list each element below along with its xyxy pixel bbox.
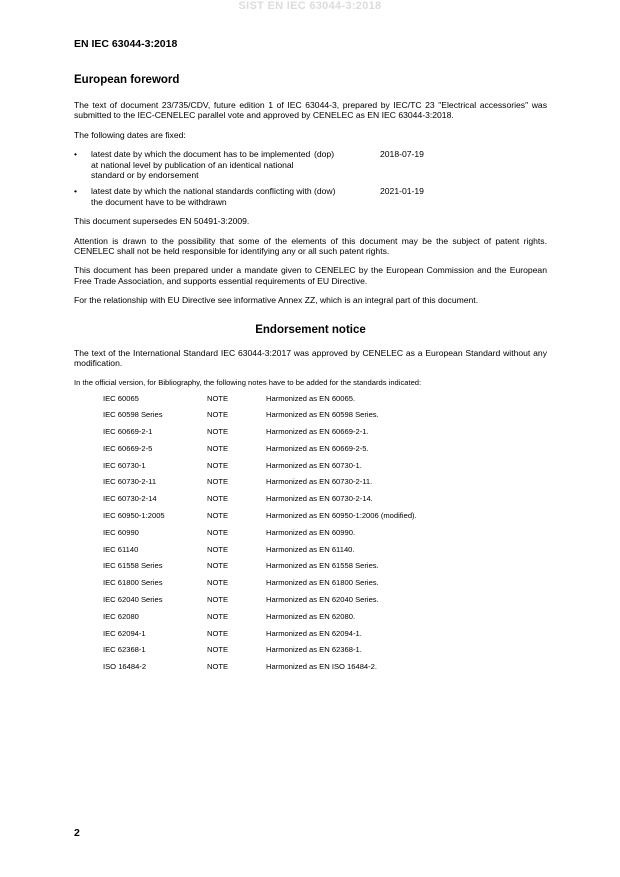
note-standard: IEC 60598 Series [103,410,163,420]
note-label: NOTE [207,645,229,655]
table-row [103,629,417,646]
bibliography-intro: In the official version, for Bibliography, the following notes have to be added for the standards indicated: [74,377,422,387]
note-text: Harmonized as EN 60065. [266,393,356,403]
table-row [103,528,417,545]
date-description: latest date by which the national standards conflicting with the document have to be withdrawn [91,186,312,207]
dates-list [74,149,547,207]
supersedes-text: This document supersedes EN 50491-3:2009. [74,216,250,227]
note-text: Harmonized as EN 60669-2-1. [266,427,369,437]
table-row [103,561,417,578]
note-text: Harmonized as EN ISO 16484-2. [266,662,378,672]
note-label: NOTE [207,427,229,437]
note-standard: IEC 61140 [103,544,139,554]
note-label: NOTE [207,561,229,571]
note-standard: IEC 61558 Series [103,561,163,571]
note-text: Harmonized as EN 60990. [266,527,356,537]
bullet-icon: • [74,149,78,160]
endorsement-title: Endorsement notice [255,323,366,336]
note-text: Harmonized as EN 61800 Series. [266,578,379,588]
table-row [103,494,417,511]
note-label: NOTE [207,578,229,588]
note-standard: IEC 62040 Series [103,595,163,605]
note-standard: IEC 62368-1 [103,645,146,655]
relationship-text: For the relationship with EU Directive see informative Annex ZZ, which is an integral part of this document. [74,295,479,306]
note-standard: IEC 60950-1:2005 [103,511,165,521]
note-text: Harmonized as EN 62094-1. [266,628,362,638]
watermark: SIST EN IEC 63044-3:2018 [238,0,382,12]
mandate-text: This document has been prepared under a mandate given to CENELEC by the European Commission and the European Free Trade Association, and supports essential requirements of EU Directive. [74,265,547,286]
page-content [74,73,547,679]
table-row [103,461,417,478]
table-row [103,612,417,629]
bibliography-notes-table [103,394,417,680]
date-description: latest date by which the document has to be implemented at national level by publication of an identical national standard or by endorsement [91,149,311,181]
note-label: NOTE [207,662,229,672]
note-text: Harmonized as EN 61558 Series. [266,561,379,571]
foreword-title: European foreword [74,74,180,86]
table-row [103,427,417,444]
table-row [103,394,417,411]
note-text: Harmonized as EN 61140. [266,544,355,554]
table-row [103,578,417,595]
list-item [74,149,547,180]
note-text: Harmonized as EN 60669-2-5. [266,443,369,453]
bullet-icon: • [74,186,78,197]
date-value: 2018-07-19 [380,149,424,160]
note-standard: IEC 62080 [103,611,139,621]
note-label: NOTE [207,494,229,504]
table-row [103,545,417,562]
list-item [74,186,547,207]
note-label: NOTE [207,628,229,638]
note-text: Harmonized as EN 60730-1. [266,460,362,470]
note-text: Harmonized as EN 60950-1:2006 (modified). [266,511,417,521]
note-label: NOTE [207,511,229,521]
table-row [103,444,417,461]
note-standard: ISO 16484-2 [103,662,147,672]
note-standard: IEC 60669-2-1 [103,427,153,437]
document-id-header: EN IEC 63044-3:2018 [74,38,178,50]
table-row [103,645,417,662]
note-label: NOTE [207,443,229,453]
note-standard: IEC 61800 Series [103,578,163,588]
date-code: (dop) [314,149,335,160]
note-label: NOTE [207,393,229,403]
note-label: NOTE [207,595,229,605]
patent-text: Attention is drawn to the possibility that some of the elements of this document may be the subject of patent rights. CENELEC shall not be held responsible for identifying any or all such patent rights. [74,235,547,257]
note-text: Harmonized as EN 62080. [266,611,356,621]
note-label: NOTE [207,477,229,487]
note-standard: IEC 60669-2-5 [103,443,153,453]
note-label: NOTE [207,544,229,554]
dates-intro: The following dates are fixed: [74,129,186,140]
table-row [103,511,417,528]
note-text: Harmonized as EN 60730-2-14. [266,494,373,504]
note-standard: IEC 60730-1 [103,460,146,470]
table-row [103,477,417,494]
page-number: 2 [74,827,80,839]
note-label: NOTE [207,527,229,537]
foreword-intro: The text of document 23/735/CDV, future edition 1 of IEC 63044-3, prepared by IEC/TC 23 "Electrical accessories" was submitted to the IEC-CENELEC parallel vote and approved by CENELEC as EN IEC 63044-3:2018. [74,100,547,121]
date-code: (dow) [314,186,336,197]
note-label: NOTE [207,460,229,470]
date-value: 2021-01-19 [380,186,424,197]
note-standard: IEC 60065 [103,393,139,403]
note-standard: IEC 62094-1 [103,628,146,638]
endorsement-text: The text of the International Standard IEC 63044-3:2017 was approved by CENELEC as a European Standard without any modification. [74,347,547,369]
note-standard: IEC 60730-2-11 [103,477,157,487]
note-label: NOTE [207,410,229,420]
note-text: Harmonized as EN 60598 Series. [266,410,379,420]
table-row [103,595,417,612]
note-label: NOTE [207,611,229,621]
table-row [103,662,417,679]
note-text: Harmonized as EN 62040 Series. [266,595,379,605]
table-row [103,410,417,427]
note-text: Harmonized as EN 60730-2-11. [266,477,373,487]
note-text: Harmonized as EN 62368-1. [266,645,362,655]
note-standard: IEC 60730-2-14 [103,494,157,504]
note-standard: IEC 60990 [103,527,139,537]
